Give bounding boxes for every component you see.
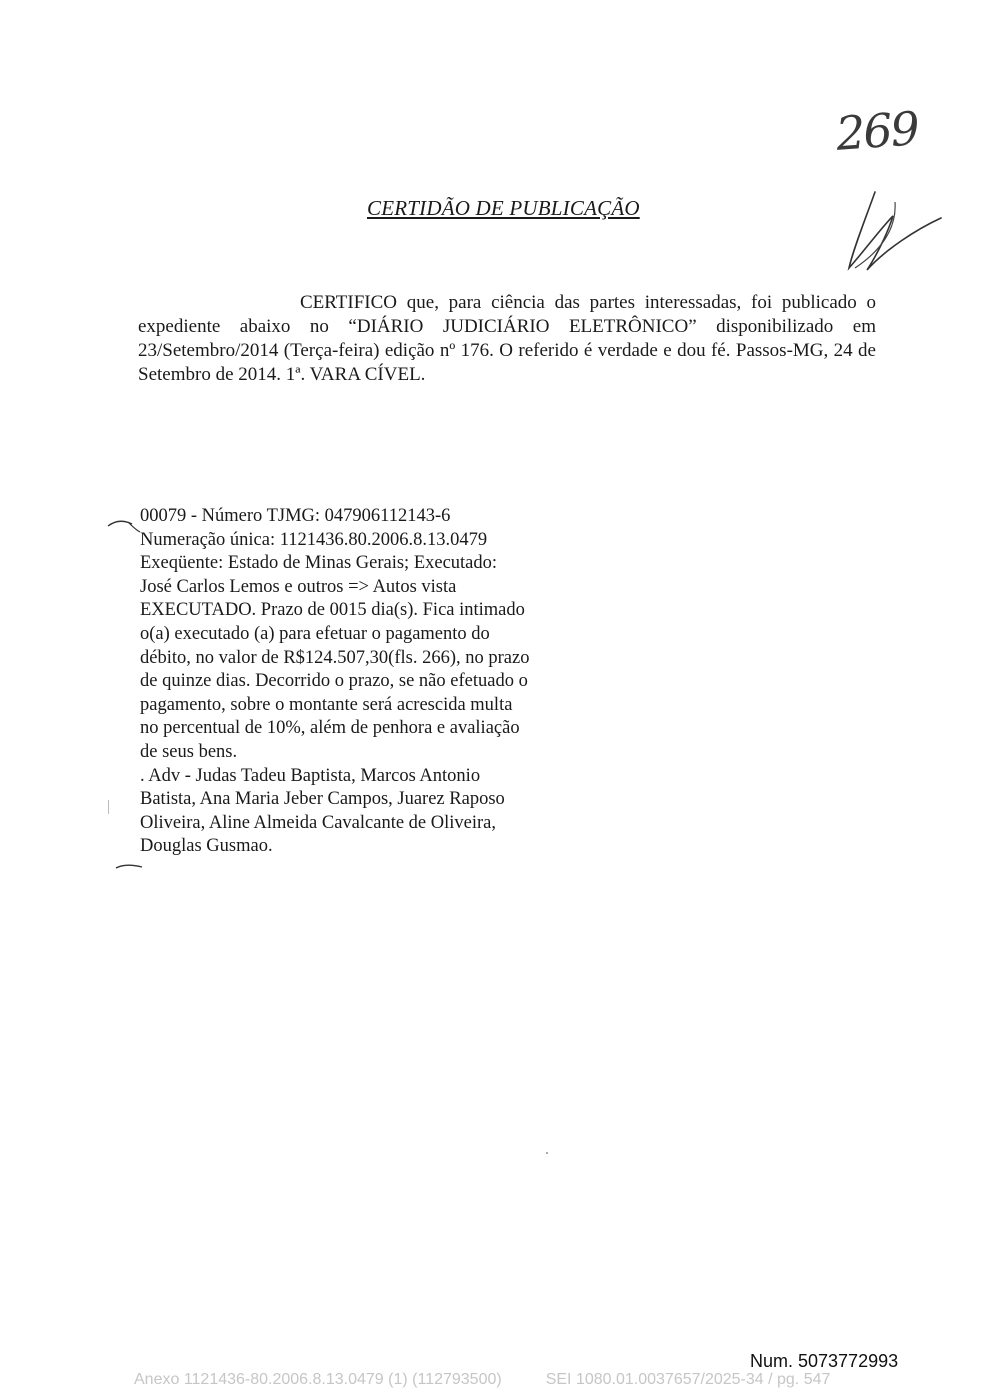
excerpt-line: de seus bens. <box>140 741 238 762</box>
document-number: Num. 5073772993 <box>750 1351 899 1371</box>
certificate-paragraph <box>138 291 876 387</box>
footer-sei: SEI 1080.01.0037657/2025-34 / pg. 547 <box>545 1371 831 1388</box>
margin-mark-top <box>106 516 142 534</box>
excerpt-line: de quinze dias. Decorrido o prazo, se não efetuado o <box>140 671 528 692</box>
margin-mark-bottom <box>114 862 144 872</box>
publication-excerpt <box>140 505 620 859</box>
excerpt-line: Oliveira, Aline Almeida Cavalcante de Oliveira, <box>140 812 496 833</box>
handwritten-page-number: 269 <box>834 101 920 161</box>
footer-reference <box>134 1371 830 1389</box>
excerpt-line: no percentual de 10%, além de penhora e avaliação <box>140 718 520 739</box>
excerpt-line: 00079 - Número TJMG: 047906112143-6 <box>140 506 451 526</box>
excerpt-line: Exeqüente: Estado de Minas Gerais; Executado: <box>140 553 498 574</box>
excerpt-line: o(a) executado (a) para efetuar o pagamento do <box>140 623 490 644</box>
excerpt-line: pagamento, sobre o montante será acrescida multa <box>140 694 513 715</box>
excerpt-line: Douglas Gusmao. <box>140 836 273 857</box>
excerpt-line: débito, no valor de R$124.507,30(fls. 266), no prazo <box>140 647 530 668</box>
handwritten-signature <box>835 180 945 280</box>
excerpt-line: José Carlos Lemos e outros => Autos vista <box>140 576 457 597</box>
excerpt-line: Numeração única: 1121436.80.2006.8.13.0479 <box>140 529 488 550</box>
footer-annex: Anexo 1121436-80.2006.8.13.0479 (1) (112793500) <box>134 1371 502 1388</box>
excerpt-line: . Adv - Judas Tadeu Baptista, Marcos Antonio <box>140 765 481 786</box>
certificate-text: CERTIFICO que, para ciência das partes interessadas, foi publicado o expediente abaixo no “DIÁRIO JUDICIÁRIO ELETRÔNICO” disponibilizado em 23/Setembro/2014 (Terça-feira) edição nº 176. O referido é verdade e dou fé. Passos-MG, 24 de Setembro de 2014. 1ª. VARA CÍVEL. <box>138 292 876 385</box>
page-speck <box>546 1152 548 1154</box>
excerpt-line: EXECUTADO. Prazo de 0015 dia(s). Fica intimado <box>140 600 525 621</box>
document-title: CERTIDÃO DE PUBLICAÇÃO <box>367 196 640 220</box>
margin-speck <box>108 800 109 814</box>
excerpt-line: Batista, Ana Maria Jeber Campos, Juarez Raposo <box>140 789 505 810</box>
